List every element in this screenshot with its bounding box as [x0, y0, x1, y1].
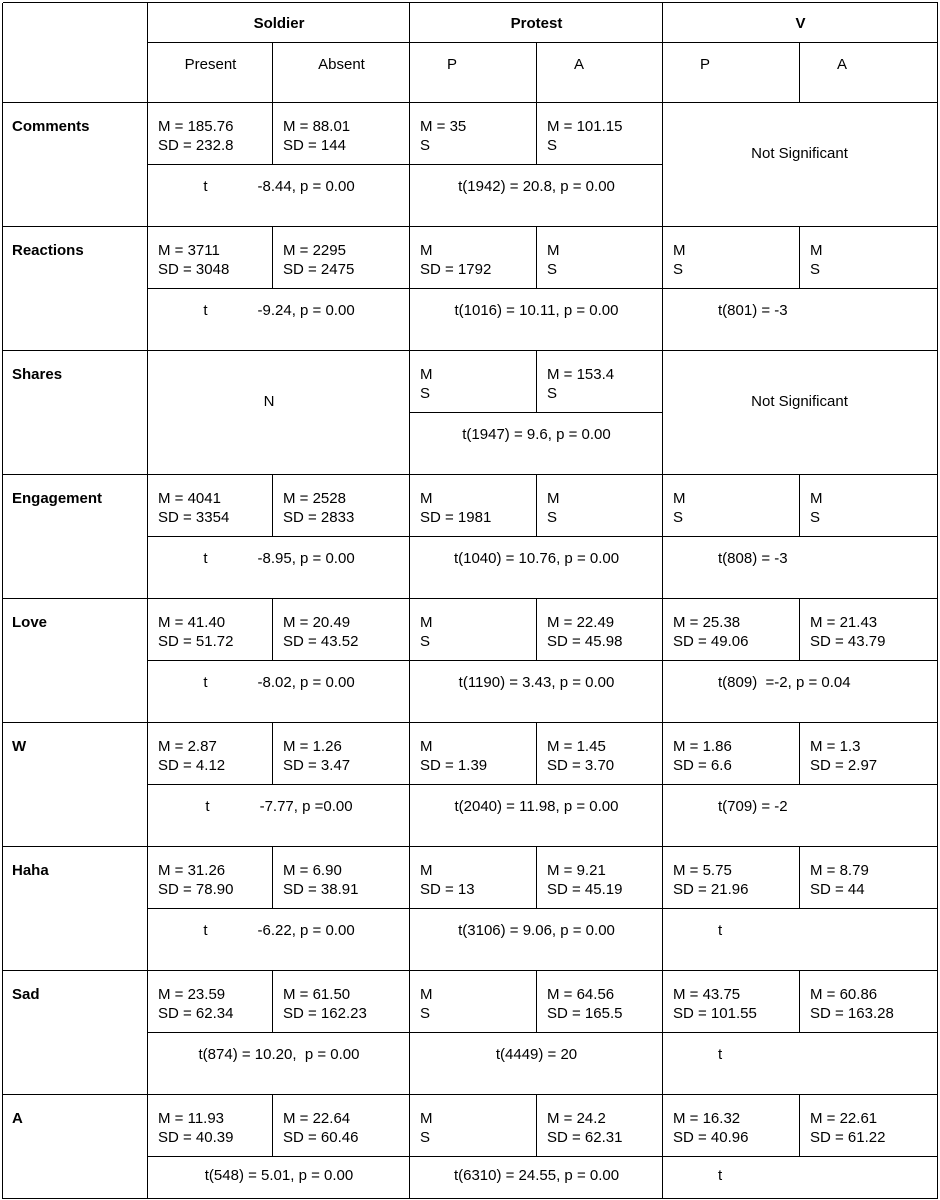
stat-mean: M = 35 [420, 118, 467, 135]
stat-mean: M = 8.79 [810, 862, 869, 879]
table-rule [3, 1198, 938, 1199]
stat-sd: SD = 6.6 [673, 757, 732, 774]
table-rule [536, 227, 537, 289]
test-statistic: t -6.22, p = 0.00 [203, 922, 355, 939]
table-rule [410, 536, 663, 537]
stat-mean: M [547, 490, 560, 507]
stat-sd: SD = 163.28 [810, 1005, 894, 1022]
test-statistic: t -8.02, p = 0.00 [203, 674, 355, 691]
stat-mean: M = 2528 [283, 490, 346, 507]
stat-sd: SD = 40.39 [158, 1129, 234, 1146]
table-rule [3, 2, 938, 3]
table-rule [272, 971, 273, 1033]
row-label-comments: Comments [12, 118, 90, 135]
stat-sd: SD = 2833 [283, 509, 355, 526]
stat-sd: S [810, 509, 821, 526]
stat-sd: SD = 3.47 [283, 757, 351, 774]
stat-mean: M = 101.15 [547, 118, 623, 135]
stat-sd: SD = 21.96 [673, 881, 749, 898]
stat-mean: M = 5.75 [673, 862, 732, 879]
sub-header: Present [184, 56, 237, 73]
stat-sd: SD = 43.79 [810, 633, 886, 650]
table-rule [3, 226, 938, 227]
test-statistic: t -7.77, p =0.00 [205, 798, 353, 815]
stat-mean: M = 64.56 [547, 986, 615, 1003]
table-rule [3, 722, 938, 723]
stat-mean: M = 21.43 [810, 614, 878, 631]
table-rule [3, 1094, 938, 1095]
table-rule [2, 3, 3, 1199]
stat-mean: M [547, 242, 560, 259]
test-statistic: t(1190) = 3.43, p = 0.00 [458, 674, 615, 691]
stat-mean: M [420, 1110, 433, 1127]
stat-mean: M = 1.86 [673, 738, 732, 755]
stat-sd: SD = 1792 [420, 261, 492, 278]
table-rule [536, 971, 537, 1033]
stat-sd: SD = 43.52 [283, 633, 359, 650]
table-rule [663, 660, 938, 661]
table-rule [410, 1032, 663, 1033]
stat-mean: M [420, 862, 433, 879]
stat-sd: S [673, 509, 684, 526]
table-rule [410, 164, 663, 165]
stat-mean: M = 1.3 [810, 738, 861, 755]
test-statistic: t(1947) = 9.6, p = 0.00 [462, 426, 611, 443]
stat-sd: SD = 44 [810, 881, 865, 898]
stat-sd: SD = 13 [420, 881, 475, 898]
table-rule [148, 1032, 410, 1033]
stat-sd: S [420, 137, 431, 154]
stat-sd: SD = 162.23 [283, 1005, 367, 1022]
test-statistic: t -9.24, p = 0.00 [203, 302, 355, 319]
table-rule [272, 1095, 273, 1157]
table-rule [272, 599, 273, 661]
test-statistic: t(4449) = 20 [495, 1046, 578, 1063]
stat-sd: SD = 49.06 [673, 633, 749, 650]
table-rule [272, 103, 273, 165]
row-label-love: Love [12, 614, 48, 631]
stat-mean: M = 60.86 [810, 986, 878, 1003]
table-rule [799, 599, 800, 661]
stat-sd: S [810, 261, 821, 278]
table-rule [3, 102, 938, 103]
stat-mean: M = 1.45 [547, 738, 606, 755]
stat-mean: M [420, 738, 433, 755]
table-rule [148, 536, 410, 537]
stat-mean: M = 43.75 [673, 986, 741, 1003]
table-rule [536, 847, 537, 909]
table-rule [799, 971, 800, 1033]
test-statistic: t(874) = 10.20, p = 0.00 [198, 1046, 360, 1063]
row-label-haha: Haha [12, 862, 49, 879]
table-rule [410, 908, 663, 909]
table-rule [272, 723, 273, 785]
table-rule [536, 1095, 537, 1157]
stat-mean: M = 2.87 [158, 738, 217, 755]
stat-sd: SD = 62.34 [158, 1005, 234, 1022]
test-statistic: t(709) = -2 [718, 798, 788, 815]
stat-mean: M [420, 490, 433, 507]
table-rule [799, 723, 800, 785]
test-statistic: t(3106) = 9.06, p = 0.00 [458, 922, 615, 939]
stat-mean: M = 31.26 [158, 862, 226, 879]
table-rule [148, 784, 410, 785]
sub-header: P [447, 56, 458, 73]
table-rule [410, 412, 663, 413]
stat-sd: S [547, 509, 558, 526]
stat-sd: SD = 60.46 [283, 1129, 359, 1146]
stat-mean: M = 4041 [158, 490, 221, 507]
row-label-a: A [12, 1110, 23, 1127]
table-rule [799, 475, 800, 537]
stat-mean: M [673, 490, 686, 507]
stat-mean: M = 61.50 [283, 986, 351, 1003]
table-rule [272, 227, 273, 289]
test-statistic: t(548) = 5.01, p = 0.00 [204, 1167, 354, 1184]
row-label-w: W [12, 738, 27, 755]
stat-mean: M [420, 242, 433, 259]
stat-mean: M = 25.38 [673, 614, 741, 631]
stat-sd: S [420, 385, 431, 402]
row-label-reactions: Reactions [12, 242, 84, 259]
table-rule [272, 847, 273, 909]
test-statistic: t(1040) = 10.76, p = 0.00 [453, 550, 620, 567]
table-rule [663, 1156, 938, 1157]
stat-mean: M = 185.76 [158, 118, 234, 135]
group-header-v: V [795, 15, 806, 32]
stat-mean: M = 24.2 [547, 1110, 606, 1127]
stat-mean: M = 9.21 [547, 862, 606, 879]
stat-sd: SD = 78.90 [158, 881, 234, 898]
row-label-engagement: Engagement [12, 490, 103, 507]
test-statistic: t -8.95, p = 0.00 [203, 550, 355, 567]
stat-sd: SD = 1981 [420, 509, 492, 526]
test-statistic: t(6310) = 24.55, p = 0.00 [453, 1167, 620, 1184]
table-rule [536, 103, 537, 165]
stat-sd: SD = 62.31 [547, 1129, 623, 1146]
stat-sd: SD = 3354 [158, 509, 230, 526]
stat-sd: SD = 3048 [158, 261, 230, 278]
table-rule [663, 288, 938, 289]
table-rule [148, 660, 410, 661]
table-rule [148, 164, 410, 165]
table-rule [536, 723, 537, 785]
stat-sd: SD = 101.55 [673, 1005, 757, 1022]
test-statistic: t [718, 1167, 723, 1184]
test-statistic: t(2040) = 11.98, p = 0.00 [454, 798, 619, 815]
stat-sd: SD = 61.22 [810, 1129, 886, 1146]
test-statistic: t(801) = -3 [718, 302, 788, 319]
stat-sd: S [420, 633, 431, 650]
table-rule [799, 1095, 800, 1157]
table-rule [536, 351, 537, 413]
test-statistic: t [718, 922, 723, 939]
table-rule [410, 288, 663, 289]
table-rule [148, 1156, 410, 1157]
stat-sd: SD = 144 [283, 137, 346, 154]
stat-sd: SD = 3.70 [547, 757, 615, 774]
test-statistic: t(1016) = 10.11, p = 0.00 [454, 302, 619, 319]
test-statistic: t(1942) = 20.8, p = 0.00 [458, 178, 615, 195]
stat-mean: M [810, 242, 823, 259]
table-rule [663, 784, 938, 785]
stat-mean: M = 22.64 [283, 1110, 351, 1127]
stat-sd: S [420, 1129, 431, 1146]
table-rule [937, 3, 938, 1199]
row-label-sad: Sad [12, 986, 40, 1003]
stat-sd: SD = 51.72 [158, 633, 234, 650]
row-label-shares: Shares [12, 366, 63, 383]
stat-mean: M = 153.4 [547, 366, 615, 383]
stat-sd: S [547, 137, 558, 154]
sub-header: Absent [318, 56, 365, 73]
table-rule [3, 970, 938, 971]
stat-sd: SD = 165.5 [547, 1005, 623, 1022]
stat-mean: M = 1.26 [283, 738, 342, 755]
group-header-soldier: Soldier [253, 15, 305, 32]
table-rule [536, 475, 537, 537]
table-rule [410, 660, 663, 661]
merged-cell-v: Not Significant [751, 145, 848, 162]
stat-sd: SD = 45.98 [547, 633, 623, 650]
stat-mean: M = 2295 [283, 242, 346, 259]
stat-mean: M = 11.93 [158, 1110, 225, 1127]
table-rule [799, 847, 800, 909]
merged-cell-v: Not Significant [751, 393, 848, 410]
table-rule [799, 43, 800, 103]
stat-mean: M [420, 986, 433, 1003]
stat-sd: SD = 2475 [283, 261, 355, 278]
table-rule [3, 474, 938, 475]
stat-sd: S [420, 1005, 431, 1022]
stat-mean: M = 41.40 [158, 614, 226, 631]
stat-sd: S [673, 261, 684, 278]
stat-sd: S [547, 261, 558, 278]
stat-mean: M [673, 242, 686, 259]
sub-header: P [700, 56, 711, 73]
table-rule [148, 42, 938, 43]
stat-sd: S [547, 385, 558, 402]
stat-mean: M = 20.49 [283, 614, 351, 631]
table-rule [3, 350, 938, 351]
test-statistic: t(808) = -3 [718, 550, 788, 567]
stat-sd: SD = 38.91 [283, 881, 359, 898]
stat-mean: M = 3711 [158, 242, 220, 259]
table-rule [663, 1032, 938, 1033]
group-header-protest: Protest [510, 15, 563, 32]
stat-sd: SD = 4.12 [158, 757, 226, 774]
table-rule [148, 908, 410, 909]
sub-header: A [574, 56, 585, 73]
stat-sd: SD = 1.39 [420, 757, 488, 774]
stat-mean: M [420, 366, 433, 383]
table-rule [663, 908, 938, 909]
stat-mean: M = 23.59 [158, 986, 226, 1003]
stat-sd: SD = 232.8 [158, 137, 234, 154]
table-rule [148, 288, 410, 289]
stat-mean: M [810, 490, 823, 507]
table-rule [3, 598, 938, 599]
stat-mean: M = 6.90 [283, 862, 342, 879]
test-statistic: t(809) =-2, p = 0.04 [718, 674, 851, 691]
stat-sd: SD = 45.19 [547, 881, 623, 898]
table-rule [410, 784, 663, 785]
stat-mean: M [420, 614, 433, 631]
stat-sd: SD = 40.96 [673, 1129, 749, 1146]
table-rule [536, 599, 537, 661]
merged-cell-soldier: N [263, 393, 275, 410]
sub-header: A [837, 56, 848, 73]
stat-sd: SD = 2.97 [810, 757, 878, 774]
stat-mean: M = 22.61 [810, 1110, 878, 1127]
test-statistic: t [718, 1046, 723, 1063]
table-rule [536, 43, 537, 103]
table-rule [663, 536, 938, 537]
stat-mean: M = 16.32 [673, 1110, 741, 1127]
table-rule [3, 846, 938, 847]
table-rule [272, 475, 273, 537]
test-statistic: t -8.44, p = 0.00 [203, 178, 355, 195]
stat-mean: M = 22.49 [547, 614, 615, 631]
stat-mean: M = 88.01 [283, 118, 351, 135]
table-rule [799, 227, 800, 289]
table-rule [410, 1156, 663, 1157]
